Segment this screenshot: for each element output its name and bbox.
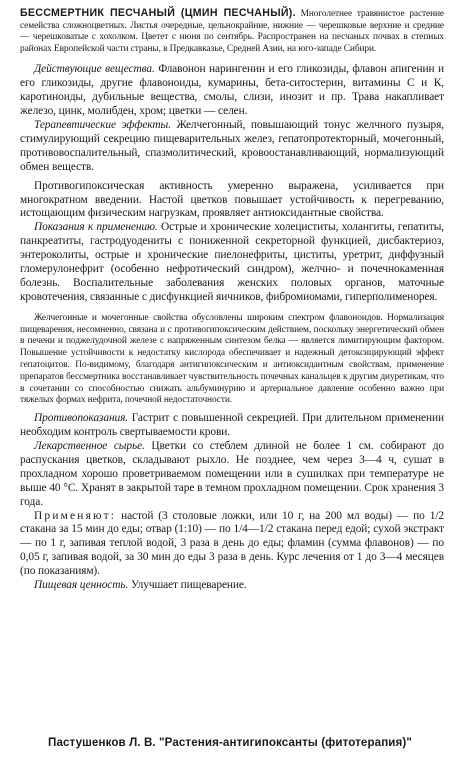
- substances-paragraph: [20, 63, 444, 119]
- raw-material-text: Цветки со стеблем длиной не более 1 см. собирают до распускания цветков, складывают рыхло. Не позднее, чем через 3—4 ч, сушат в прохладном хорошо проветриваемом помещении или в сушилках при температуре не выше 40 °С. Хранят в закрытой таре в темном прохладном помещении. Срок хранения 3 года.: [20, 439, 444, 508]
- contraindications-paragraph: [20, 412, 444, 440]
- effects-heading: Терапевтические эффекты.: [34, 119, 171, 131]
- antihypoxic-paragraph: [20, 180, 444, 222]
- substances-heading: Действующие вещества.: [34, 63, 155, 76]
- note-text: Желчегонные и мочегонные свойства обусловлены широким спектром флавоноидов. Нормализация пищеварения, несомненно, связана и с противогипоксическим действием, поскольку энергетический обмен в печени и поджелудочной железе с напряженным синтезом белка — является лимитирующим фактором. Повышение устойчивости к недостатку кислорода обеспечивает и надежный детоксицирующий эффект гепатоцитов. По-видимому, благодаря антигипоксическим и антиоксидантным свойствам, применение препаратов бессмертника восстанавливает чувствительность почечных канальцев к другим диуретикам, что в сочетании со способностью снижать альбуминурию и артериальное давление особенно важно при тяжелых формах нефрита, почечной недостаточности.: [20, 312, 444, 406]
- indications-paragraph: [20, 221, 444, 304]
- source-caption: Пастушенков Л. В. "Растения-антигипоксанты (фитотерапия)": [48, 736, 412, 749]
- contraindications-text: Гастрит с повышенной секрецией. При длительном применении необходим контроль свертываемости крови.: [20, 412, 444, 439]
- contraindications-heading: Противопоказания.: [34, 412, 129, 425]
- indications-heading: Показания к применению.: [34, 221, 158, 234]
- raw-material-heading: Лекарственное сырье.: [34, 439, 145, 452]
- application-text: настой (3 столовые ложки, или 10 г, на 200 мл воды) — по 1/2 стакана за 15 мин до еды; отвар (1:10) — по 1/4—1/2 стакана перед едой; сухой экстракт — по 1 г, запивая теплой водой, 3 раза в день до еды; фламин (сумма флавонов) — по 0,05 г, запивая водой, за 30 мин до еды 3 раза в день. Курс лечения от 1 до 3—4 месяцев (по показаниям).: [20, 509, 444, 578]
- application-paragraph: [20, 510, 444, 580]
- antihypoxic-text: Противогипоксическая активность умеренно выражена, усиливается при многократном введении. Настой цветков повышает устойчивость к перегреванию, истощающим физическим нагрузкам, проявляет антиоксидантные свойства.: [20, 179, 444, 220]
- intro-text: Многолетнее травянистое растение семейства сложноцветных. Листья очередные, цельнокрайние, нижние — черешковые верхние и средние — черешковатые с хохолком. Цветет с июня по сентябрь. Распространен на песчаных почвах в степных районах Европейской части страны, в Предкавказье, Средней Азии, на юго-западе Сибири.: [20, 9, 444, 54]
- food-value-paragraph: [20, 579, 444, 593]
- effects-paragraph: [20, 119, 444, 175]
- food-value-text: Улучшает пищеварение.: [128, 579, 247, 592]
- food-value-heading: Пищевая ценность.: [34, 579, 129, 592]
- raw-material-paragraph: [20, 440, 444, 510]
- plant-title: БЕССМЕРТНИК ПЕСЧАНЫЙ (ЦМИН ПЕСЧАНЫЙ).: [20, 7, 296, 19]
- note-paragraph: [20, 313, 444, 407]
- effects-text: Желчегонный, повышающий тонус желчного пузыря, стимулирующий секрецию пищеварительных желез, гепатопротекторный, мочегонный, противовоспалительный, спазмолитический, кровоостанавливающий, нормализующий обмен веществ.: [20, 119, 444, 173]
- application-heading: Применяют:: [34, 509, 117, 522]
- substances-text: Флавонон нарингенин и его гликозиды, флавон апигенин и его гликозиды, другие флавоноиды, кумарины, бета-ситостерин, витамины С и К, каротиноиды, дубильные вещества, смолы, слизи, инозит и пр. Трава накапливает железо, цинк, молибден, хром; цветки — селен.: [20, 63, 445, 118]
- intro-paragraph: [20, 8, 444, 55]
- indications-text: Острые и хронические холециститы, холангиты, гепатиты, панкреатиты, гастродуодениты с пониженной секреторной функцией, дисбактериоз, энтероколиты, острые и хронические пиелонефриты, циститы, уретрит, диффузный гломерулонефрит (особенно нефротический синдром), желчно- и почечнокаменная болезнь. Воспалительные заболевания женских половых органов, маточные кровотечения, связанные с дисфункцией яичников, фибромиомами, гиперполименорея.: [20, 221, 444, 303]
